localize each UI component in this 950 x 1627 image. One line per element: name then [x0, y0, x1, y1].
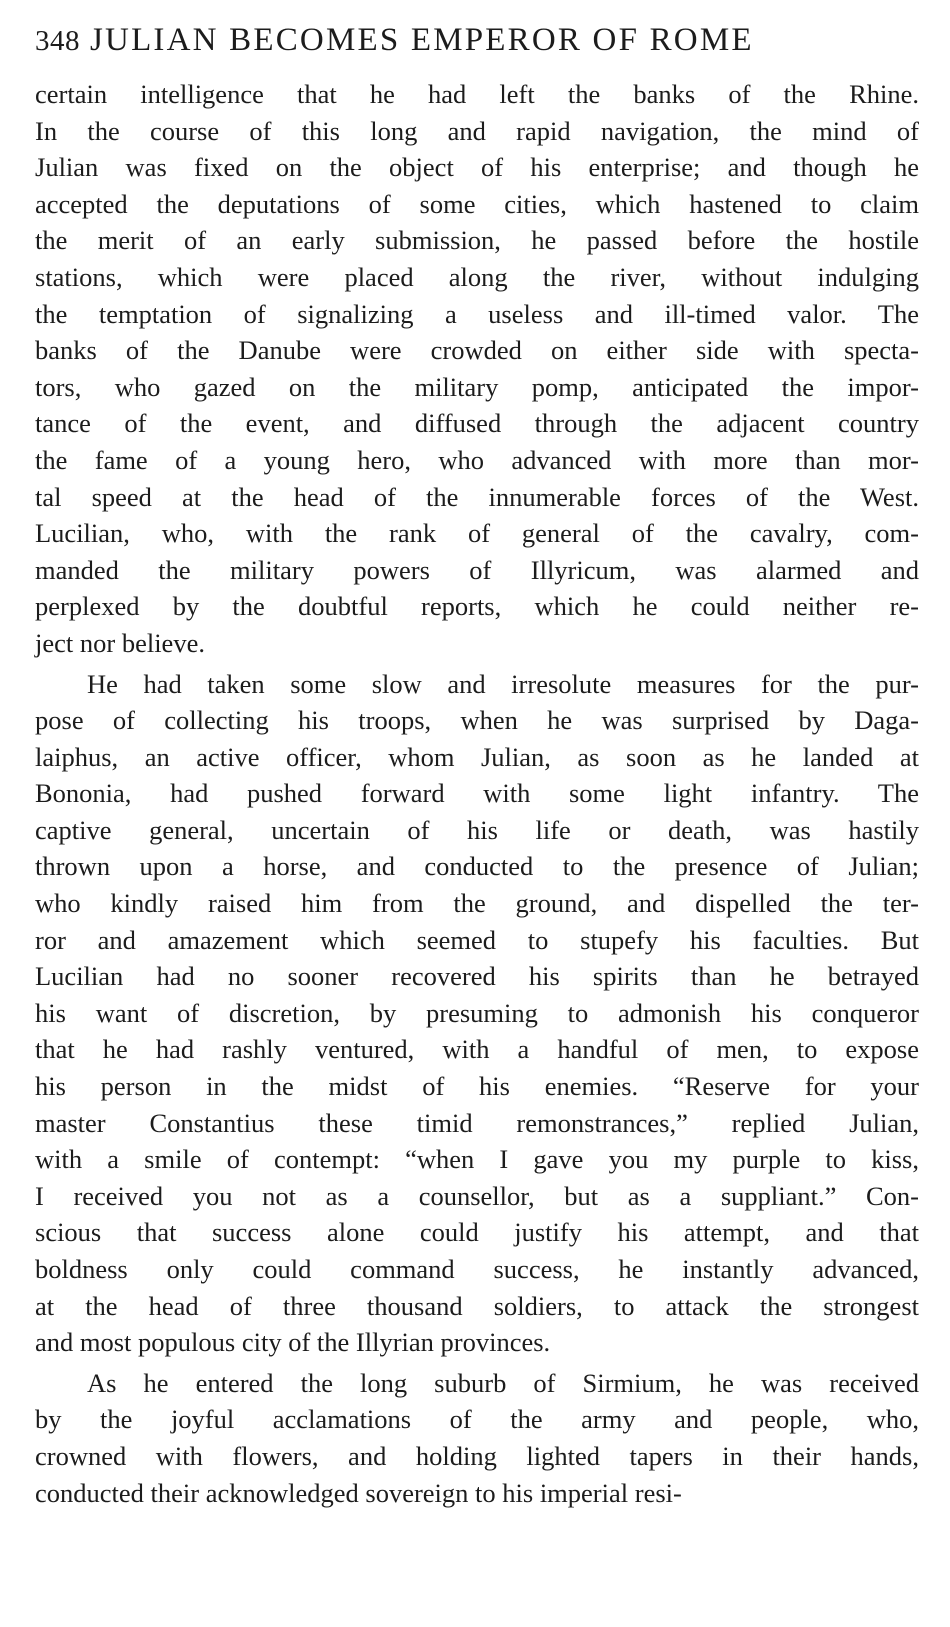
book-page	[35, 22, 919, 1511]
text-line: by the joyful acclamations of the army and people, who,	[35, 1404, 919, 1435]
text-line: I received you not as a counsellor, but as a suppliant.” Con-	[35, 1180, 919, 1211]
text-line: pose of collecting his troops, when he was surprised by Daga-	[35, 705, 919, 736]
text-line: tance of the event, and diffused through the adjacent country	[35, 408, 919, 439]
text-line: Lucilian had no sooner recovered his spirits than he betrayed	[35, 961, 919, 992]
text-line: laiphus, an active officer, whom Julian, as soon as he landed at	[35, 741, 919, 772]
text-line: tal speed at the head of the innumerable forces of the West.	[35, 481, 919, 512]
text-line: Julian was fixed on the object of his enterprise; and though he	[35, 152, 919, 183]
text-line: at the head of three thousand soldiers, to attack the strongest	[35, 1290, 919, 1321]
text-line: He had taken some slow and irresolute measures for the pur-	[87, 668, 919, 699]
text-line: In the course of this long and rapid navigation, the mind of	[35, 115, 919, 146]
text-line: certain intelligence that he had left the banks of the Rhine.	[35, 79, 919, 109]
text-line: the temptation of signalizing a useless and ill-timed valor. The	[35, 298, 919, 329]
page-number: 348	[35, 25, 80, 57]
text-line: thrown upon a horse, and conducted to the presence of Julian;	[35, 851, 919, 882]
text-line: crowned with flowers, and holding lighted tapers in their hands,	[35, 1440, 919, 1471]
text-line: manded the military powers of Illyricum, was alarmed and	[35, 554, 919, 585]
text-line: his want of discretion, by presuming to admonish his conqueror	[35, 997, 919, 1028]
text-line: Lucilian, who, with the rank of general of the cavalry, com-	[35, 518, 919, 549]
paragraph	[35, 76, 919, 662]
text-line: Bononia, had pushed forward with some light infantry. The	[35, 778, 919, 809]
text-line: with a smile of contempt: “when I gave you my purple to kiss,	[35, 1144, 919, 1175]
text-line: boldness only could command success, he instantly advanced,	[35, 1254, 919, 1284]
text-line: master Constantius these timid remonstrances,” replied Julian,	[35, 1107, 919, 1138]
text-line: stations, which were placed along the river, without indulging	[35, 261, 919, 292]
text-line: As he entered the long suburb of Sirmium, he was received	[87, 1367, 919, 1398]
text-line: the fame of a young hero, who advanced with more than mor-	[35, 444, 919, 475]
text-line: conducted their acknowledged sovereign to his imperial resi-	[35, 1477, 682, 1508]
text-line: accepted the deputations of some cities, which hastened to claim	[35, 188, 919, 219]
text-line: his person in the midst of his enemies. “Reserve for your	[35, 1071, 919, 1102]
text-line: captive general, uncertain of his life or death, was hastily	[35, 814, 919, 845]
running-head-title: JULIAN BECOMES EMPEROR OF ROME	[90, 22, 754, 58]
text-line: the merit of an early submission, he passed before the hostile	[35, 225, 919, 256]
text-line: that he had rashly ventured, with a handful of men, to expose	[35, 1034, 919, 1065]
paragraph	[35, 1365, 919, 1511]
running-head	[35, 22, 919, 72]
text-line: who kindly raised him from the ground, and dispelled the ter-	[35, 888, 919, 919]
text-line: and most populous city of the Illyrian provinces.	[35, 1327, 551, 1358]
text-line: ror and amazement which seemed to stupefy his faculties. But	[35, 924, 919, 955]
text-line: ject nor believe.	[35, 627, 205, 658]
body-text	[35, 76, 919, 1511]
text-line: scious that success alone could justify his attempt, and that	[35, 1217, 919, 1248]
text-line: tors, who gazed on the military pomp, anticipated the impor-	[35, 371, 919, 402]
text-line: perplexed by the doubtful reports, which he could neither re-	[35, 591, 919, 622]
paragraph	[35, 666, 919, 1361]
text-line: banks of the Danube were crowded on either side with specta-	[35, 335, 919, 366]
